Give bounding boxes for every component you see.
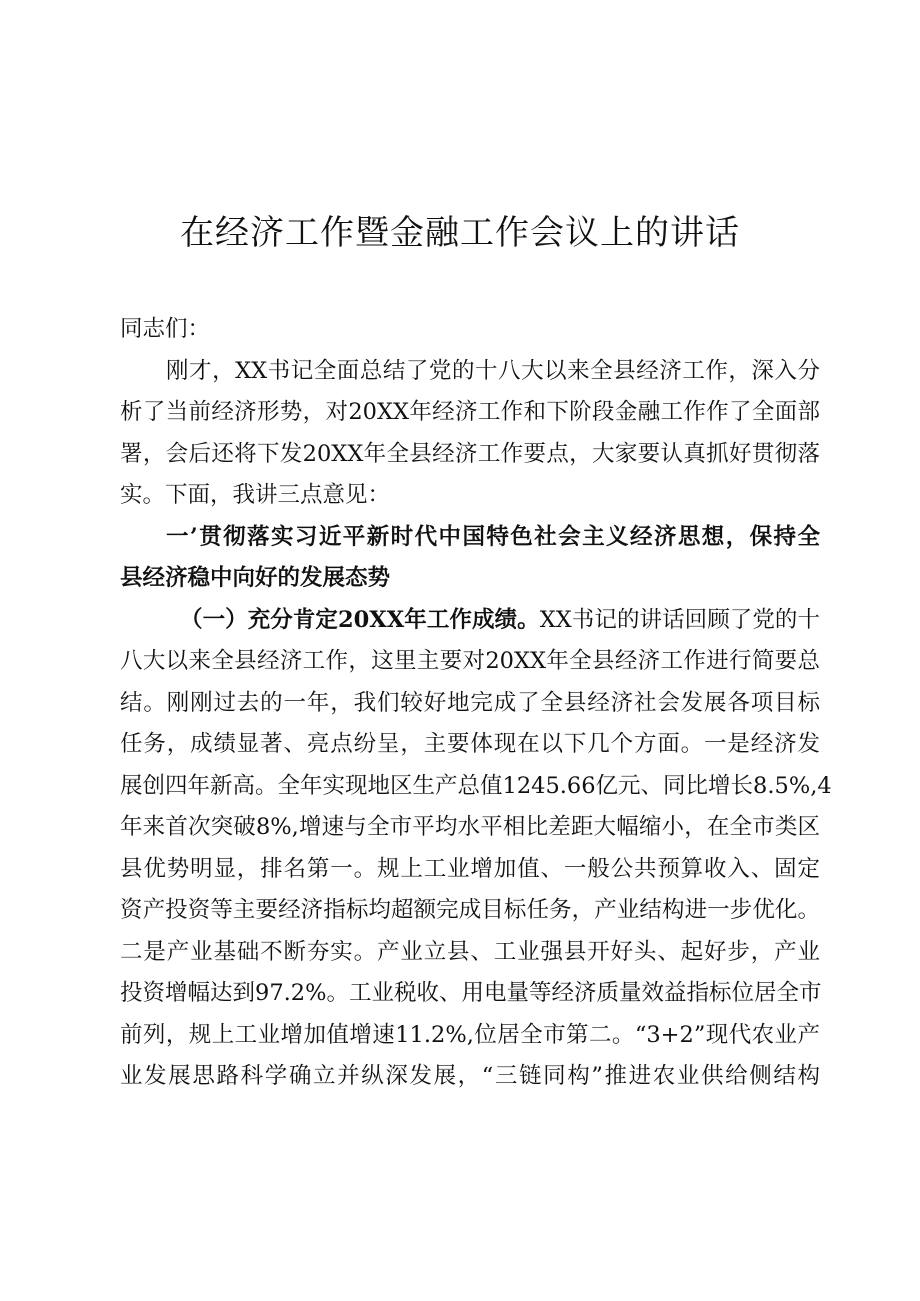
paragraph-line: 刚才，XX书记全面总结了党的十八大以来全县经济工作，深入分 — [166, 357, 820, 384]
paragraph-line: 实。下面，我讲三点意见： — [120, 482, 391, 508]
paragraph-line: 二是产业基础不断夯实。产业立县、工业强县开好头、起好步，产业 — [120, 938, 820, 965]
paragraph-line: 年来首次突破8%,增速与全市平均水平相比差距大幅缩小，在全市类区 — [120, 814, 820, 840]
section-heading-1 — [120, 517, 820, 600]
paragraph-line: 前列，规上工业增加值增速11.2%,位居全市第二。“3+2”现代农业产 — [120, 1021, 820, 1048]
heading-line: 县经济稳中向好的发展态势 — [120, 565, 391, 591]
paragraph-line: 署，会后还将下发20XX年全县经济工作要点，大家要认真抓好贯彻落 — [120, 440, 820, 467]
paragraph-line: 展创四年新高。全年实现地区生产总值1245.66亿元、同比增长8.5%,4 — [120, 772, 832, 799]
paragraph-line: 县优势明显，排名第一。规上工业增加值、一般公共预算收入、固定 — [120, 855, 820, 882]
paragraph-text: XX书记的讲话回顾了党的十 — [539, 606, 820, 633]
paragraph-line: 资产投资等主要经济指标均超额完成目标任务，产业结构进一步优化。 — [120, 897, 820, 923]
paragraph-line: 投资增幅达到97.2%。工业税收、用电量等经济质量效益指标位居全市 — [120, 980, 822, 1006]
subheading-inline: （一）充分肯定20XX年工作成绩。 — [180, 606, 540, 633]
paragraph-line: 八大以来全县经济工作，这里主要对20XX年全县经济工作进行简要总 — [120, 648, 820, 674]
heading-line: 一’贯彻落实习近平新时代中国特色社会主义经济思想，保持全 — [166, 523, 820, 550]
paragraph-line — [120, 600, 820, 642]
paragraph-line: 任务，成绩显著、亮点纷呈，主要体现在以下几个方面。一是经济发 — [120, 731, 820, 757]
document-title: 在经济工作暨金融工作会议上的讲话 — [180, 213, 740, 253]
salutation: 同志们： — [120, 316, 211, 342]
paragraph-achievements — [120, 600, 832, 1098]
paragraph-opening — [120, 351, 820, 517]
paragraph-line: 结。刚刚过去的一年，我们较好地完成了全县经济社会发展各项目标 — [120, 689, 820, 716]
paragraph-line: 析了当前经济形势，对20XX年经济工作和下阶段金融工作作了全面部 — [120, 399, 820, 425]
paragraph-line: 业发展思路科学确立并纵深发展，“三链同构”推进农业供给侧结构 — [120, 1063, 820, 1089]
document-body — [120, 309, 832, 1098]
